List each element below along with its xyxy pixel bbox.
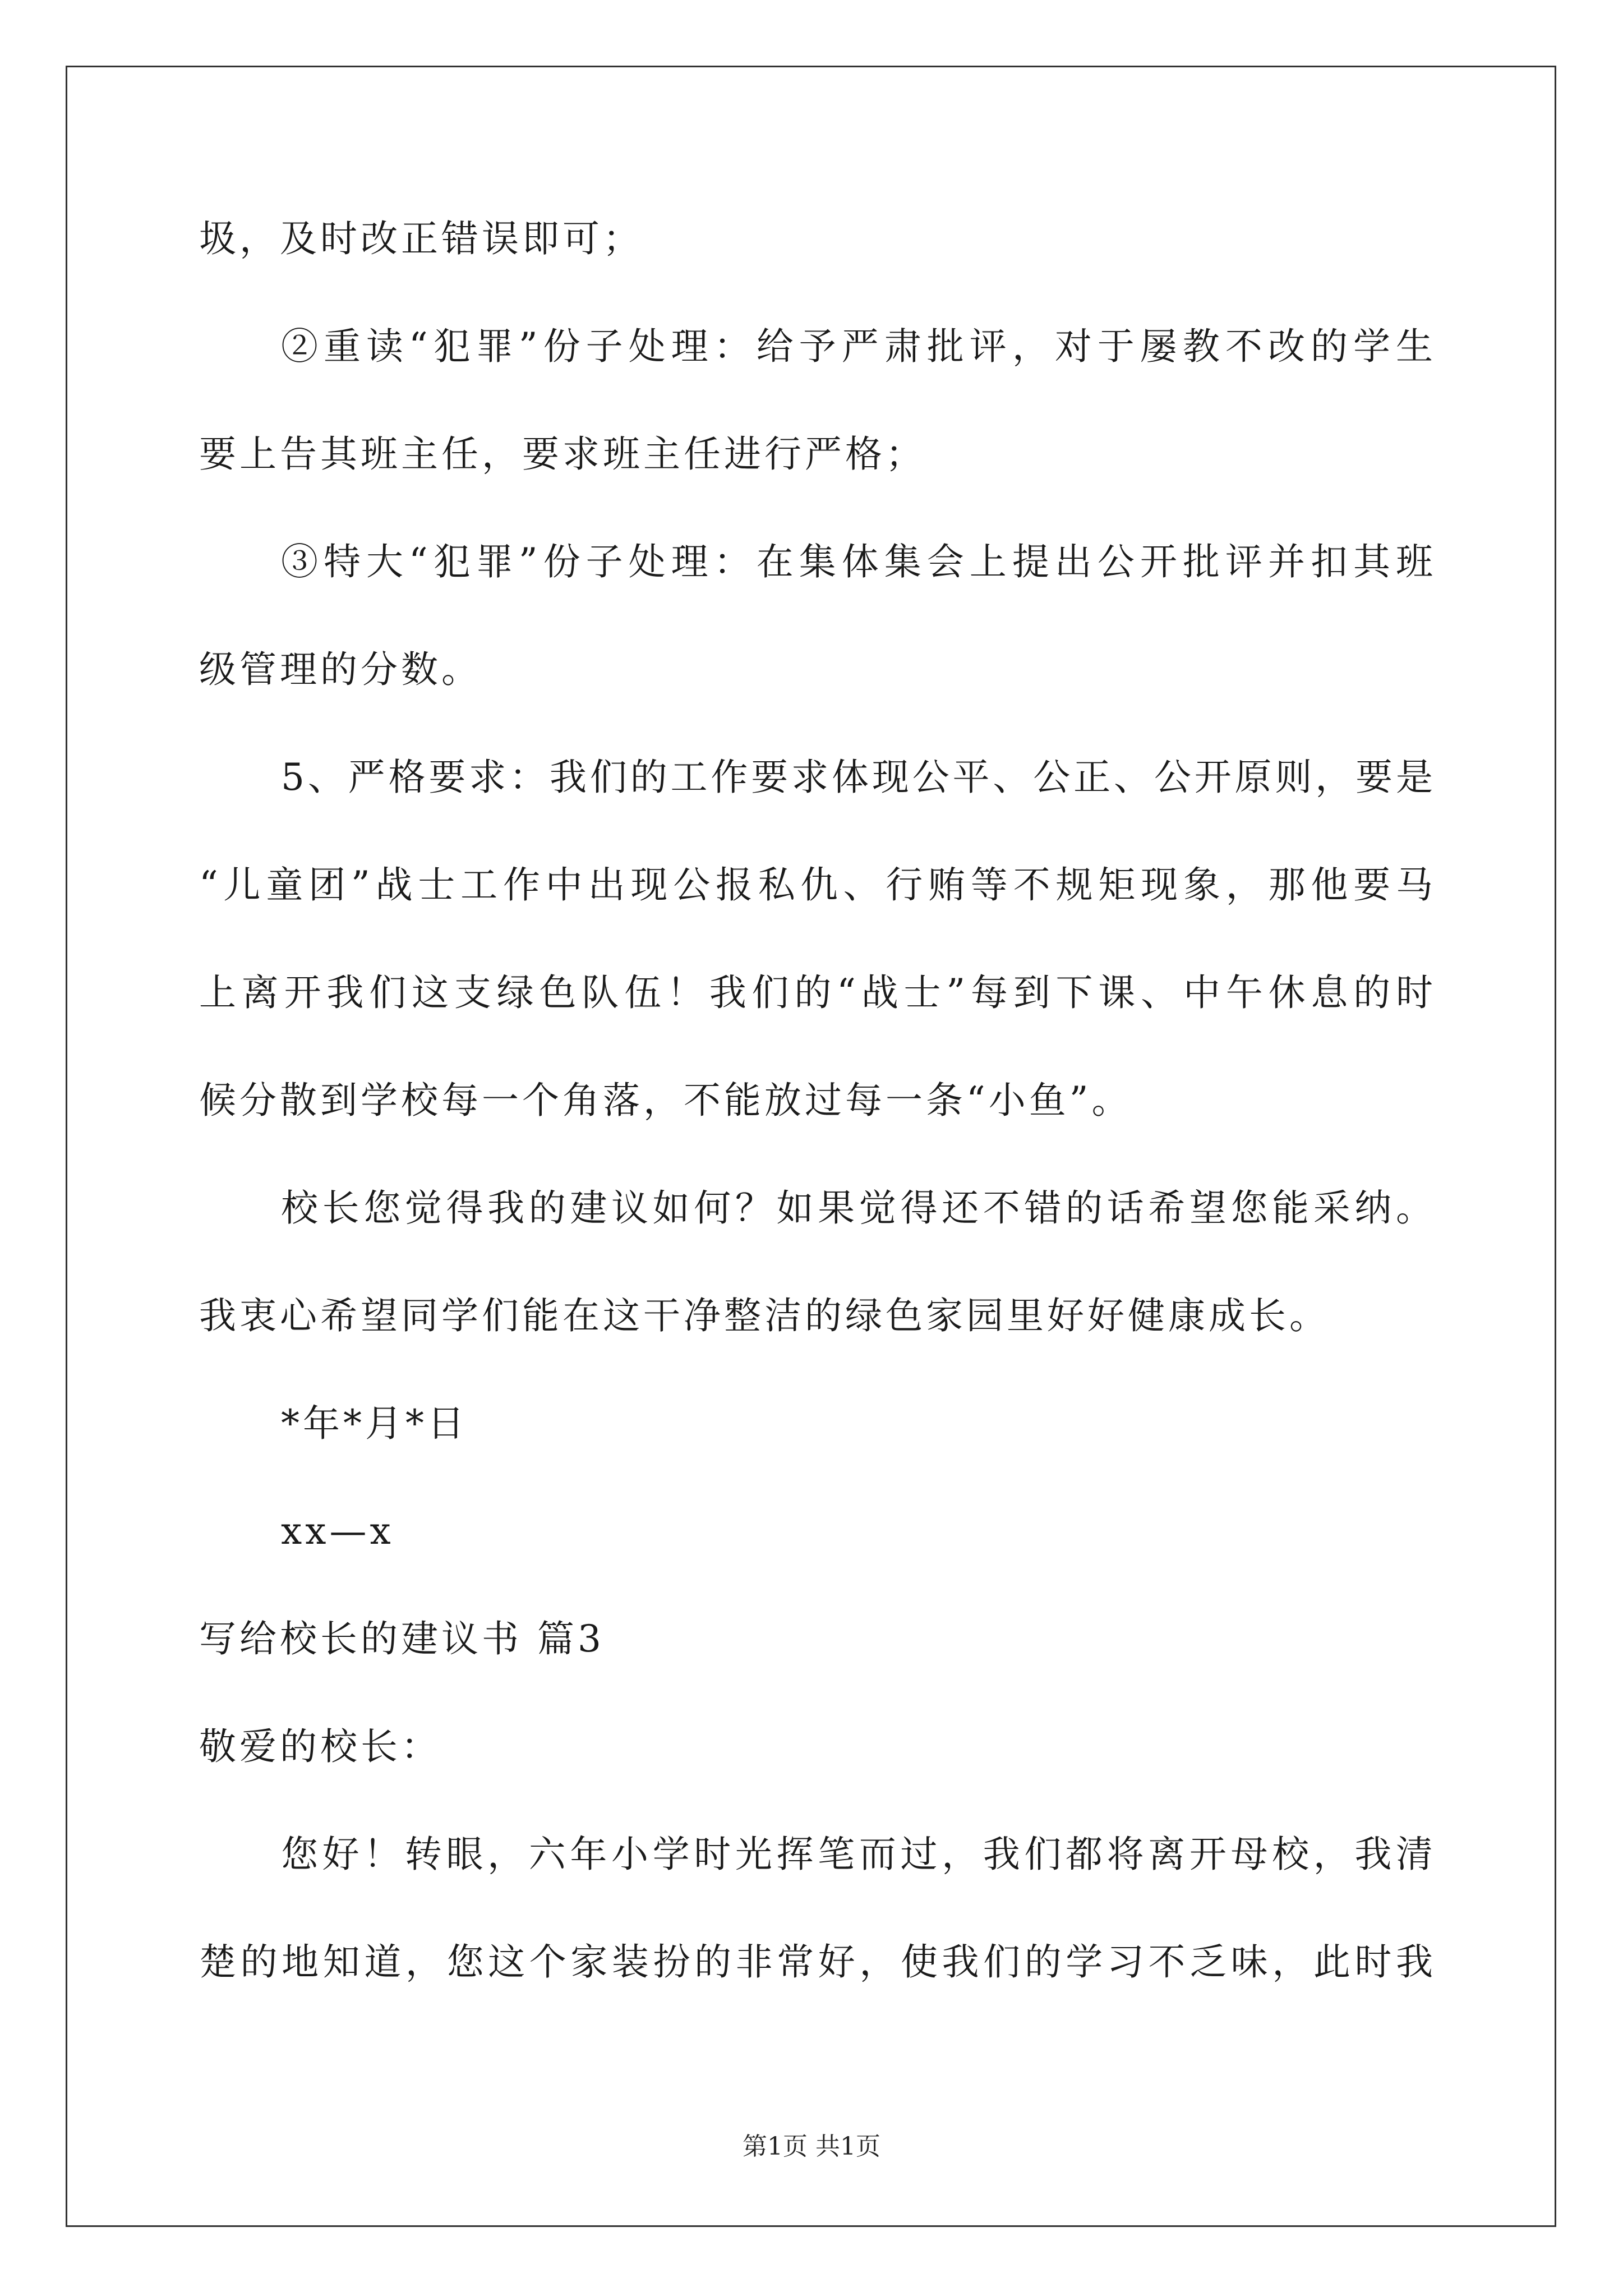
text-line: 圾，及时改正错误即可；: [199, 217, 643, 260]
text-line: 校长您觉得我的建议如何？如果觉得还不错的话希望您能采纳。: [281, 1186, 1433, 1230]
document-body: [199, 185, 1433, 2016]
page-footer: 第1页 共1页: [743, 2132, 880, 2161]
text-line: *年*月*日: [281, 1402, 468, 1445]
text-line: 写给校长的建议书 篇3: [199, 1617, 605, 1660]
text-line: ②重读“犯罪”份子处理：给予严肃批评，对于屡教不改的学生: [281, 325, 1433, 368]
text-line: “儿童团”战士工作中出现公报私仇、行贿等不规矩现象，那他要马: [199, 863, 1433, 907]
text-line: 我衷心希望同学们能在这干净整洁的绿色家园里好好健康成长。: [199, 1294, 1330, 1337]
text-line: 您好！转眼，六年小学时光挥笔而过，我们都将离开母校，我清: [281, 1833, 1433, 1876]
text-line: 候分散到学校每一个角落，不能放过每一条“小鱼”。: [199, 1079, 1132, 1122]
text-line: 上离开我们这支绿色队伍！我们的“战士”每到下课、中午休息的时: [199, 971, 1433, 1014]
text-line: 楚的地知道，您这个家装扮的非常好，使我们的学习不乏味，此时我: [199, 1940, 1433, 1984]
text-line: xx—x: [281, 1510, 394, 1553]
text-line: 5、严格要求：我们的工作要求体现公平、公正、公开原则，要是: [281, 756, 1433, 799]
text-line: ③特大“犯罪”份子处理：在集体集会上提出公开批评并扣其班: [281, 540, 1433, 583]
text-line: 要上告其班主任，要求班主任进行严格；: [199, 432, 926, 476]
text-line: 级管理的分数。: [199, 648, 482, 691]
text-line: 敬爱的校长：: [199, 1725, 441, 1768]
